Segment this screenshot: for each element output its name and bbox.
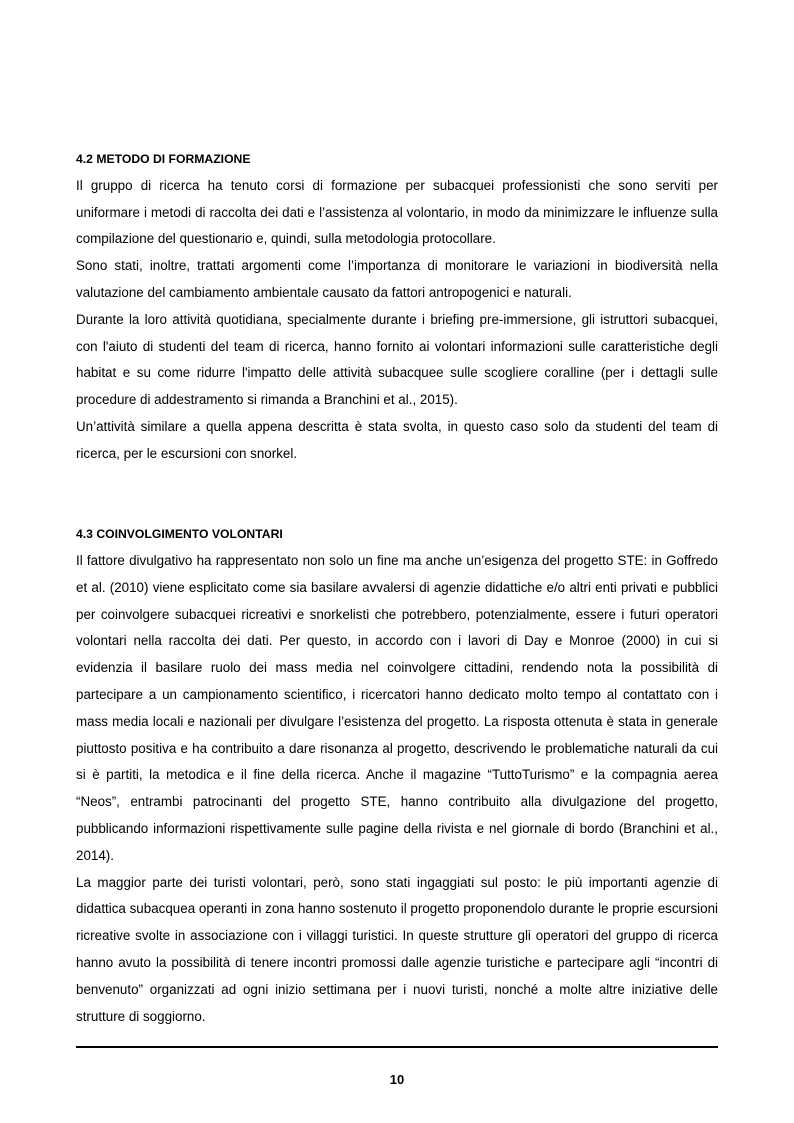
paragraph: Il fattore divulgativo ha rappresentato non solo un fine ma anche un’esigenza del progetto STE: in Goffredo et al. (2010) viene esplicitato come sia basilare avvalersi di agenzie didattiche e/o altri enti privati e pubblici per coinvolgere subacquei ricreativi e snorkelisti che potrebbero, potenzialmente, essere i futuri operatori volontari nella raccolta dei dati. Per questo, in accordo con i lavori di Day e Monroe (2000) in cui si evidenzia il basilare ruolo dei mass media nel coinvolgere cittadini, rendendo nota la possibilità di partecipare a un campionamento scientifico, i ricercatori hanno dedicato molto tempo al contattato con i mass media locali e nazionali per divulgare l’esistenza del progetto. La risposta ottenuta è stata in generale piuttosto positiva e ha contribuito a dare risonanza al progetto, descrivendo le problematiche naturali da cui si è partiti, la metodica e il fine della ricerca. Anche il magazine “TuttoTurismo” e la compagnia aerea “Neos”, entrambi patrocinanti del progetto STE, hanno contribuito alla divulgazione del progetto, pubblicando informazioni rispettivamente sulle pagine della rivista e nel giornale di bordo (Branchini et al., 2014).	[76, 552, 718, 863]
section-heading: 4.2 METODO DI FORMAZIONE	[76, 152, 251, 166]
paragraph: Durante la loro attività quotidiana, specialmente durante i briefing pre-immersione, gli istruttori subacquei, con l'aiuto di studenti del team di ricerca, hanno fornito ai volontari informazioni sulle caratteristiche degli habitat e su come ridurre l'impatto delle attività subacquee sulle scogliere coralline (per i dettagli sulle procedure di addestramento si rimanda a Branchini et al., 2015).	[76, 311, 718, 408]
paragraph: Sono stati, inoltre, trattati argomenti come l’importanza di monitorare le variazioni in biodiversità nella valutazione del cambiamento ambientale causato da fattori antropogenici e naturali.	[76, 258, 718, 300]
page-number: 10	[389, 1072, 405, 1087]
paragraph: Un’attività similare a quella appena descritta è stata svolta, in questo caso solo da studenti del team di ricerca, per le escursioni con snorkel.	[76, 418, 718, 461]
footer-divider	[76, 1046, 718, 1048]
section-coinvolgimento-volontari	[76, 521, 718, 1030]
page-body	[76, 146, 718, 1030]
section-heading: 4.3 COINVOLGIMENTO VOLONTARI	[76, 527, 283, 542]
section-spacer	[76, 468, 718, 522]
paragraph: La maggior parte dei turisti volontari, però, sono stati ingaggiati sul posto: le più importanti agenzie di didattica subacquea operanti in zona hanno sostenuto il progetto proponendolo durante le proprie escursioni ricreative svolte in associazione con i villaggi turistici. In queste strutture gli operatori del gruppo di ricerca hanno avuto la possibilità di tenere incontri promossi dalle agenzie turistiche e partecipare agli “incontri di benvenuto” organizzati ad ogni inizio settimana per i nuovi turisti, nonché a molte altre iniziative delle strutture di soggiorno.	[76, 874, 718, 1024]
paragraph: Il gruppo di ricerca ha tenuto corsi di formazione per subacquei professionisti che sono serviti per uniformare i metodi di raccolta dei dati e l’assistenza al volontario, in modo da minimizzare le influenze sulla compilazione del questionario e, quindi, sulla metodologia protocollare.	[76, 177, 718, 247]
section-metodo-di-formazione	[76, 146, 718, 468]
